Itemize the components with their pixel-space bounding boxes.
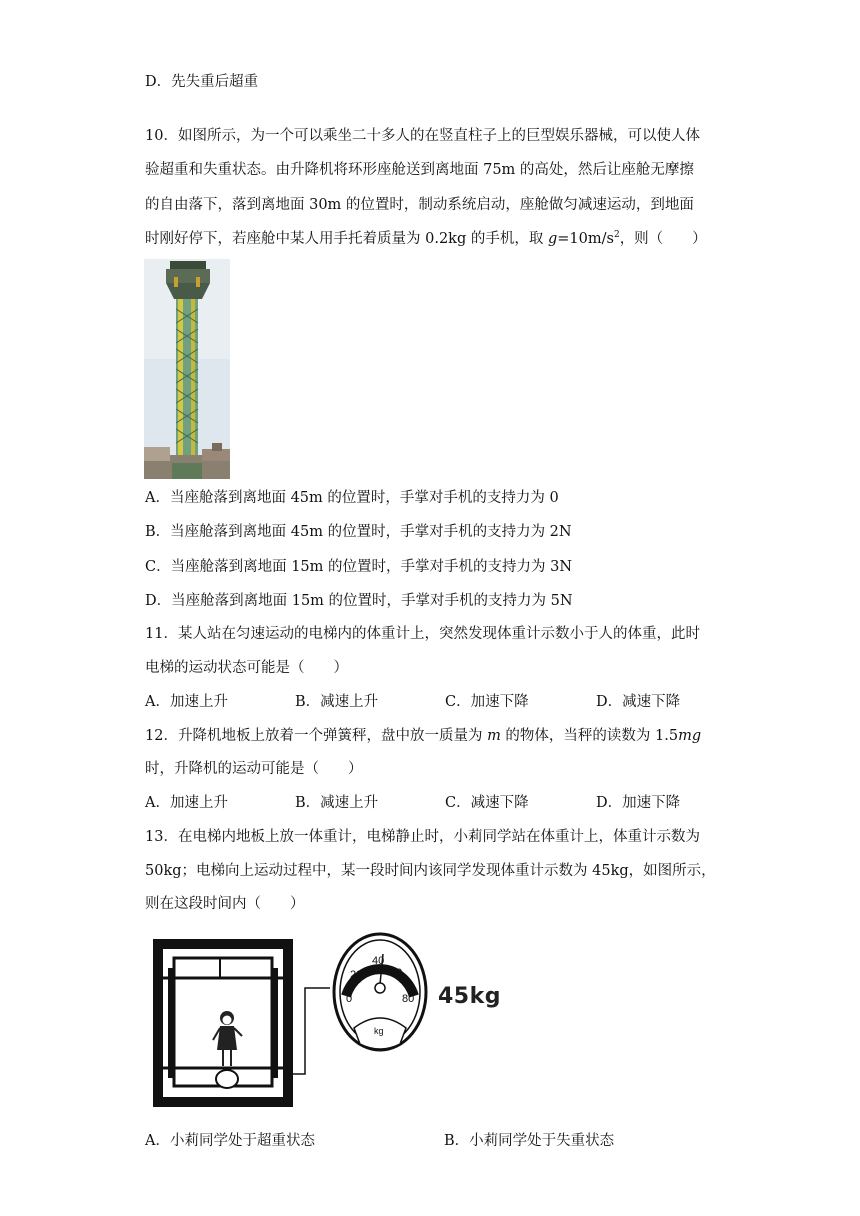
q11-option-a: A．加速上升 (145, 694, 228, 710)
q12-stem-line-1: 12．升降机地板上放着一个弹簧秤，盘中放一质量为 m 的物体，当秤的读数为 1.5mg (145, 728, 702, 744)
dial-tick-20: 20 (350, 969, 363, 981)
q11-stem-line-2: 电梯的运动状态可能是（ ） (145, 660, 348, 676)
q11-option-d: D．减速下降 (596, 694, 681, 710)
q12-option-c: C．减速下降 (445, 795, 529, 811)
q11-option-c: C．加速下降 (445, 694, 529, 710)
q12-option-a: A．加速上升 (145, 795, 228, 811)
dial-tick-0: 0 (346, 993, 353, 1005)
q10-option-c: C．当座舱落到离地面 15m 的位置时，手掌对手机的支持力为 3N (145, 559, 573, 575)
q11-stem-line-1: 11．某人站在匀速运动的电梯内的体重计上，突然发现体重计示数小于人的体重，此时 (145, 626, 700, 642)
q9-option-d: D．先失重后超重 (145, 74, 259, 90)
scale-readout: 45kg (438, 984, 501, 1009)
dial-tick-80: 80 (402, 993, 415, 1005)
q13-option-b: B．小莉同学处于失重状态 (444, 1133, 615, 1149)
q11-option-b: B．减速上升 (295, 694, 379, 710)
q10-stem-line-1: 10．如图所示，为一个可以乘坐二十多人的在竖直柱子上的巨型娱乐器械，可以使人体 (145, 128, 700, 144)
elevator-scale-figure (150, 928, 440, 1108)
q10-stem-line-4: 时刚好停下，若座舱中某人用手托着质量为 0.2kg 的手机，取 $g=10m/s^2$，则（ ） (145, 230, 707, 247)
scale-dial (334, 934, 426, 1050)
bathroom-scale (216, 1070, 238, 1088)
dial-tick-40: 40 (372, 955, 385, 967)
q13-option-a: A．小莉同学处于超重状态 (145, 1133, 315, 1149)
q12-option-d: D．加速下降 (596, 795, 681, 811)
q12-option-b: B．减速上升 (295, 795, 379, 811)
q13-stem-line-3: 则在这段时间内（ ） (145, 896, 305, 912)
q13-stem-line-2: 50kg；电梯向上运动过程中，某一段时间内该同学发现体重计示数为 45kg，如图所示， (145, 863, 716, 879)
dial-unit-label: kg (374, 1026, 384, 1036)
q10-stem-line-3: 的自由落下，落到离地面 30m 的位置时，制动系统启动，座舱做匀减速运动，到地面 (145, 197, 694, 213)
q10-option-a: A．当座舱落到离地面 45m 的位置时，手掌对手机的支持力为 0 (145, 490, 559, 506)
q10-option-d: D．当座舱落到离地面 15m 的位置时，手掌对手机的支持力为 5N (145, 593, 573, 609)
q13-stem-line-1: 13．在电梯内地板上放一体重计，电梯静止时，小莉同学站在体重计上，体重计示数为 (145, 829, 700, 845)
q10-stem-line-2: 验超重和失重状态。由升降机将环形座舱送到离地面 75m 的高处，然后让座舱无摩擦 (145, 162, 694, 178)
q12-stem-line-2: 时，升降机的运动可能是（ ） (145, 761, 363, 777)
amusement-tower-photo (144, 259, 230, 479)
q10-option-b: B．当座舱落到离地面 45m 的位置时，手掌对手机的支持力为 2N (145, 524, 572, 540)
dial-tick-60: 60 (390, 967, 403, 979)
